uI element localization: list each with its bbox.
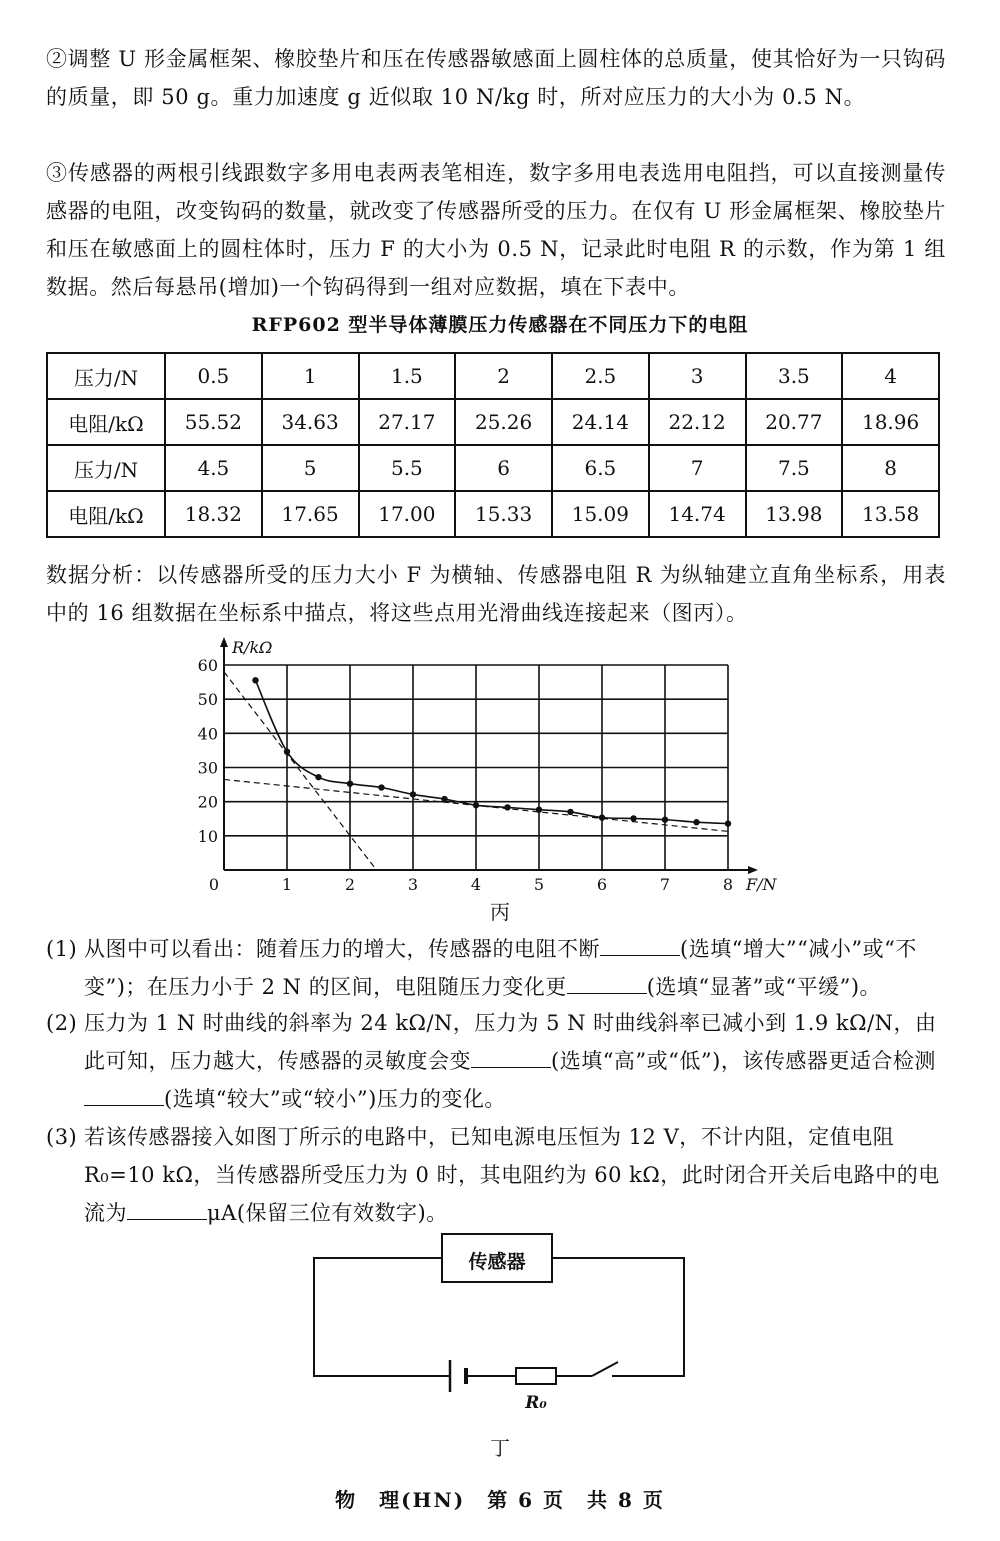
- table-cell: 1: [262, 353, 359, 399]
- y-tick-label: 10: [197, 826, 218, 846]
- table-cell: 4.5: [165, 445, 262, 491]
- table-cell: 7.5: [746, 445, 843, 491]
- data-point: [630, 815, 636, 821]
- table-cell: 2: [455, 353, 552, 399]
- y-tick-label: 20: [197, 792, 218, 812]
- question-text: μA(保留三位有效数字)。: [207, 1201, 448, 1225]
- table-cell: 5: [262, 445, 359, 491]
- question-2: [46, 1004, 946, 1118]
- x-tick-label: 7: [659, 875, 671, 894]
- x-tick-label: 5: [533, 875, 545, 894]
- data-point: [693, 819, 699, 825]
- data-point: [347, 780, 353, 786]
- question-text: (选填“增大”“减小”或“不变”)；在压力小于 2 N 的区间，电阻随压力变化更: [84, 937, 917, 999]
- question-text: (选填“较大”或“较小”)压力的变化。: [164, 1087, 506, 1111]
- table-cell: 25.26: [455, 399, 552, 445]
- table-cell: 24.14: [552, 399, 649, 445]
- data-point: [473, 802, 479, 808]
- data-point: [284, 748, 290, 754]
- table-cell: 4: [842, 353, 939, 399]
- wire-left: [314, 1258, 450, 1376]
- data-point: [378, 784, 384, 790]
- table-cell: 0.5: [165, 353, 262, 399]
- table-cell: 27.17: [359, 399, 456, 445]
- question-number: (2): [46, 1011, 78, 1035]
- table-row: [47, 445, 939, 491]
- table-cell: 17.65: [262, 491, 359, 537]
- wire-right: [552, 1258, 684, 1376]
- x-tick-label: 6: [596, 875, 608, 894]
- answer-blank[interactable]: [471, 1047, 551, 1068]
- table-cell: 15.09: [552, 491, 649, 537]
- resistor-label: R₀: [525, 1393, 547, 1413]
- x-axis-arrow: [748, 866, 758, 874]
- step-2-paragraph: ②调整 U 形金属框架、橡胶垫片和压在传感器敏感面上圆柱体的总质量，使其恰好为一只钩码的质量，即 50 g。重力加速度 g 近似取 10 N/kg 时，所对应压力的大小为 0.5 N。: [46, 47, 946, 109]
- table-cell: 18.32: [165, 491, 262, 537]
- answer-blank[interactable]: [567, 973, 647, 994]
- data-point: [441, 796, 447, 802]
- x-tick-label: 8: [722, 875, 734, 894]
- table-row: [47, 353, 939, 399]
- y-axis-arrow: [220, 637, 228, 647]
- circuit-caption: 丁: [490, 1436, 510, 1460]
- table-cell: 电阻/kΩ: [47, 491, 165, 537]
- sensor-label: 传感器: [468, 1251, 526, 1273]
- data-point: [252, 677, 258, 683]
- table-cell: 13.98: [746, 491, 843, 537]
- table-cell: 15.33: [455, 491, 552, 537]
- question-number: (3): [46, 1125, 78, 1149]
- table-row: [47, 399, 939, 445]
- y-axis-label: R/kΩ: [232, 638, 273, 657]
- table-cell: 5.5: [359, 445, 456, 491]
- data-point: [536, 806, 542, 812]
- circuit-diagram: [300, 1228, 700, 1418]
- answer-blank[interactable]: [600, 935, 680, 956]
- y-tick-label: 60: [197, 656, 218, 675]
- data-point: [410, 791, 416, 797]
- data-table: [46, 352, 940, 538]
- table-cell: 电阻/kΩ: [47, 399, 165, 445]
- data-point: [662, 816, 668, 822]
- question-text: (选填“显著”或“平缓”)。: [646, 975, 882, 999]
- table-cell: 3.5: [746, 353, 843, 399]
- data-point: [725, 820, 731, 826]
- y-tick-label: 50: [197, 690, 218, 710]
- data-point: [315, 774, 321, 780]
- question-text: 若该传感器接入如图丁所示的电路中，已知电源电压恒为 12 V，不计内阻，定值电阻 R₀=10 kΩ，当传感器所受压力为 0 时，其电阻约为 60 kΩ，此时闭合开关后电路中的电流为: [84, 1125, 940, 1225]
- question-text: (选填“高”或“低”)，该传感器更适合检测: [551, 1049, 936, 1073]
- page-footer: 物 理(HN) 第 6 页 共 8 页: [335, 1488, 665, 1512]
- x-tick-label: 2: [344, 875, 356, 894]
- step-3-paragraph: ③传感器的两根引线跟数字多用电表两表笔相连，数字多用电表选用电阻挡，可以直接测量传感器的电阻，改变钩码的数量，就改变了传感器所受的压力。在仅有 U 形金属框架、橡胶垫片和压在敏感面上的圆柱体时，压力 F 的大小为 0.5 N，记录此时电阻 R 的示数，作为第 1 组数据。然后每悬吊(增加)一个钩码得到一组对应数据，填在下表中。: [46, 161, 946, 299]
- table-cell: 6.5: [552, 445, 649, 491]
- question-number: (1): [46, 937, 78, 961]
- y-tick-label: 30: [197, 758, 218, 778]
- table-cell: 13.58: [842, 491, 939, 537]
- table-cell: 压力/N: [47, 353, 165, 399]
- switch-blade: [592, 1362, 618, 1376]
- table-cell: 3: [649, 353, 746, 399]
- table-cell: 压力/N: [47, 445, 165, 491]
- table-title: RFP602 型半导体薄膜压力传感器在不同压力下的电阻: [251, 314, 749, 336]
- table-cell: 6: [455, 445, 552, 491]
- answer-blank[interactable]: [127, 1199, 207, 1220]
- table-cell: 20.77: [746, 399, 843, 445]
- tangent-line: [224, 672, 376, 870]
- table-cell: 8: [842, 445, 939, 491]
- resistor-r0: [516, 1368, 556, 1384]
- table-cell: 2.5: [552, 353, 649, 399]
- question-text: 从图中可以看出：随着压力的增大，传感器的电阻不断: [84, 937, 600, 961]
- table-cell: 55.52: [165, 399, 262, 445]
- table-cell: 18.96: [842, 399, 939, 445]
- table-cell: 17.00: [359, 491, 456, 537]
- table-cell: 22.12: [649, 399, 746, 445]
- analysis-paragraph: 数据分析：以传感器所受的压力大小 F 为横轴、传感器电阻 R 为纵轴建立直角坐标系，用表中的 16 组数据在坐标系中描点，将这些点用光滑曲线连接起来（图丙）。: [46, 563, 946, 625]
- data-point: [567, 809, 573, 815]
- table-row: [47, 491, 939, 537]
- x-tick-label: 4: [470, 875, 482, 894]
- table-cell: 14.74: [649, 491, 746, 537]
- table-cell: 34.63: [262, 399, 359, 445]
- x-tick-label: 3: [407, 875, 419, 894]
- y-tick-label: 40: [197, 724, 218, 744]
- table-cell: 1.5: [359, 353, 456, 399]
- x-tick-label: 1: [281, 875, 293, 894]
- data-point: [599, 814, 605, 820]
- answer-blank[interactable]: [84, 1085, 164, 1106]
- resistance-force-chart: [190, 630, 810, 920]
- question-text: 压力为 1 N 时曲线的斜率为 24 kΩ/N，压力为 5 N 时曲线斜率已减小到 1.9 kΩ/N，由此可知，压力越大，传感器的灵敏度会变: [84, 1011, 937, 1073]
- table-cell: 7: [649, 445, 746, 491]
- chart-caption: 丙: [490, 900, 510, 924]
- question-1: [46, 930, 946, 1006]
- x-axis-label: F/N: [746, 875, 777, 894]
- data-point: [504, 804, 510, 810]
- x-tick-label: 0: [208, 875, 220, 894]
- question-3: [46, 1118, 946, 1232]
